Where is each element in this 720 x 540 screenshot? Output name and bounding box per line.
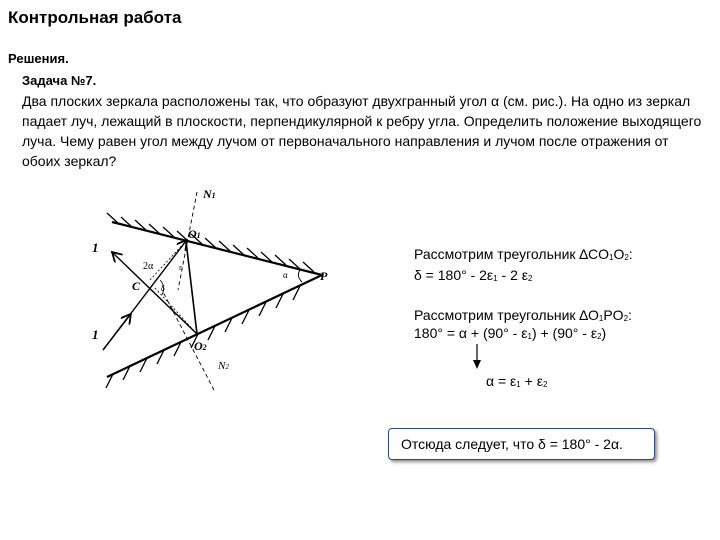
normal-n2 <box>162 290 214 390</box>
label-p: P <box>320 269 328 283</box>
label-n2: N2 <box>218 360 229 372</box>
alpha-arc <box>298 270 302 282</box>
solution-line-3: Рассмотрим треугольник $\Delta O_1PO_2$: <box>414 307 632 323</box>
normal-n1 <box>178 192 197 290</box>
ray-o1-o2 <box>186 241 197 334</box>
helper-line-2 <box>150 241 186 280</box>
label-eps2: ε <box>172 306 175 314</box>
result-box <box>388 428 655 460</box>
lower-mirror-hatching <box>106 286 300 388</box>
incident-ray-head <box>103 315 130 350</box>
solution-line-5: $\alpha = \varepsilon_1 + \varepsilon_2$ <box>486 373 548 389</box>
solution-line-2: $\delta = 180^\circ - 2\varepsilon_1 - 2$ $\varepsilon_2$ <box>414 267 533 283</box>
task-title: Задача №7. <box>22 73 97 88</box>
label-ray-in: 1 <box>92 327 99 342</box>
solution-line-1: Рассмотрим треугольник $\Delta CO_1O_2$: <box>414 246 633 262</box>
label-eps1: ε <box>179 263 183 272</box>
label-alpha: α <box>283 270 288 280</box>
label-ray-out: 1 <box>92 240 99 255</box>
down-arrow-icon <box>470 344 484 372</box>
label-n1: N1 <box>203 187 216 201</box>
page-subtitle: Решения. <box>8 51 69 66</box>
helper-line <box>155 288 197 334</box>
label-two-alpha: 2α <box>143 261 154 272</box>
label-c: C <box>132 279 141 293</box>
label-o1: O1 <box>188 227 201 241</box>
label-o2: O2 <box>194 339 207 353</box>
outgoing-ray <box>113 253 197 334</box>
page-title: Контрольная работа <box>8 8 182 27</box>
label-delta: δ <box>161 284 165 293</box>
task-text: Два плоских зеркала расположены так, что образуют двухгранный угол α (см. рис.). На одно из зеркал падает луч, лежащий в плоскости, перпендикулярной к ребру угла. Определить положение выходящего луча. Чему равен угол между лучом от первоначального направления и лучом после отражения от обоих зеркал? <box>22 93 702 169</box>
solution-line-4: $180^\circ = \alpha + (90^\circ - \varepsilon_1) + (90^\circ - \varepsilon_2)$ <box>414 325 607 341</box>
result-text: Отсюда следует, что δ = 180° - 2α. <box>401 436 623 452</box>
upper-mirror-hatching <box>107 213 314 272</box>
